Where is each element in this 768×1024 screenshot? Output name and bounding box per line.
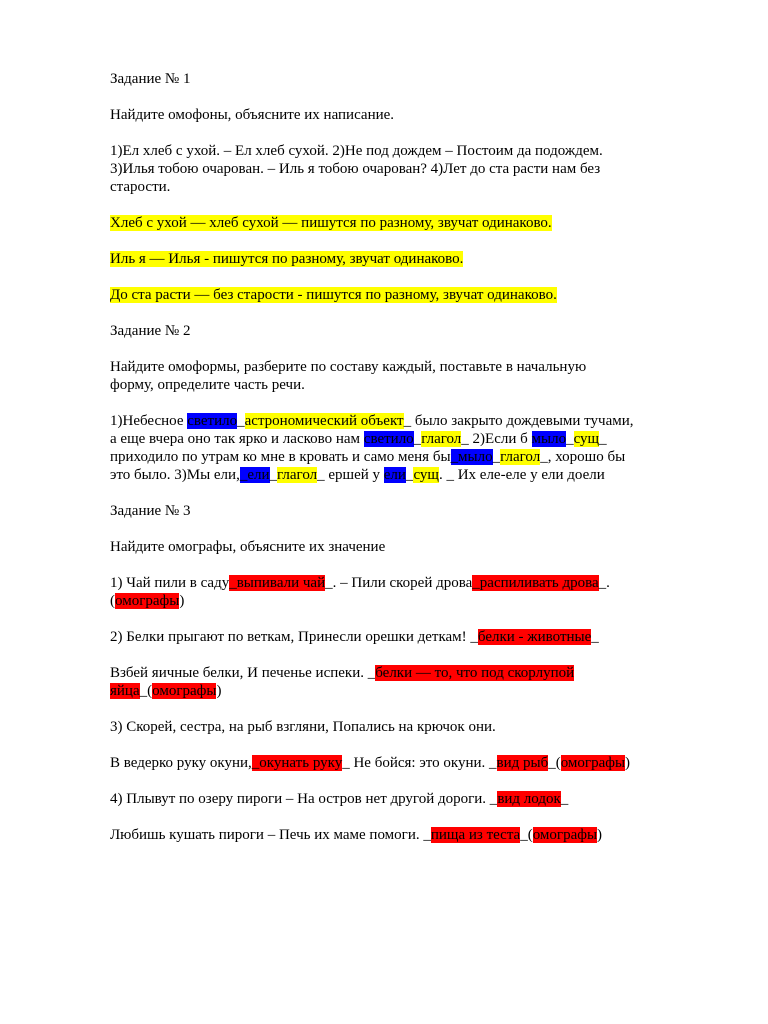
task2-title: Задание № 2 bbox=[110, 323, 191, 339]
task1-answer bbox=[110, 286, 710, 304]
text-run: _ bbox=[566, 431, 574, 447]
task3-item bbox=[110, 664, 710, 700]
highlight-red: омографы bbox=[532, 827, 598, 843]
highlight-yellow: сущ bbox=[573, 431, 600, 447]
highlight-red: омографы bbox=[152, 683, 217, 699]
text-run: _( bbox=[139, 683, 153, 699]
text-run: 4) Плывут по озеру пироги – На остров нет другой дороги. _ bbox=[110, 791, 498, 807]
text-run: это было. 3)Мы ели, bbox=[110, 467, 240, 483]
document-body bbox=[110, 70, 710, 862]
text-run: _ bbox=[269, 467, 277, 483]
task1-answer bbox=[110, 250, 710, 268]
task2-text bbox=[110, 412, 710, 484]
text-run: _( bbox=[520, 827, 533, 843]
highlight-red: пища из теста bbox=[430, 827, 521, 843]
highlight-red: белки - животные bbox=[477, 629, 592, 645]
text-run: _ ершей у bbox=[317, 467, 384, 483]
text-run: _ было закрыто дождевыми тучами, bbox=[403, 413, 634, 429]
task2-prompt-line: форму, определите часть речи. bbox=[110, 377, 305, 393]
highlight-red: _окунать руку bbox=[251, 755, 343, 771]
task1-sentence-line: старости. bbox=[110, 179, 171, 195]
task3-item bbox=[110, 628, 710, 646]
text-run: Взбей яичные белки, И печенье испеки. _ bbox=[110, 665, 376, 681]
text-run: приходило по утрам ко мне в кровать и само меня бы bbox=[110, 449, 451, 465]
highlight-yellow: глагол bbox=[277, 467, 318, 483]
highlight-red: белки — то, что под скорлупой bbox=[375, 665, 575, 681]
highlight-yellow: До ста расти — без старости - пишутся по разному, звучат одинаково. bbox=[110, 287, 557, 303]
task1-prompt: Найдите омофоны, объясните их написание. bbox=[110, 107, 395, 123]
task1-sentence-line: 3)Илья тобою очарован. – Иль я тобою очарован? 4)Лет до ста расти нам без bbox=[110, 161, 601, 177]
highlight-yellow: Хлеб с ухой — хлеб сухой — пишутся по разному, звучат одинаково. bbox=[110, 215, 552, 231]
task1-answer bbox=[110, 214, 710, 232]
task3-prompt: Найдите омографы, объясните их значение bbox=[110, 539, 386, 555]
highlight-red: вид лодок bbox=[497, 791, 561, 807]
text-run: _ bbox=[599, 431, 607, 447]
highlight-red: омографы bbox=[560, 755, 626, 771]
task3-title: Задание № 3 bbox=[110, 503, 191, 519]
text-run: _. bbox=[598, 575, 610, 591]
task2-prompt bbox=[110, 358, 710, 394]
text-run: ) bbox=[625, 755, 631, 771]
text-run: _ 2)Если б bbox=[461, 431, 532, 447]
highlight-blue: _ели bbox=[239, 467, 270, 483]
highlight-blue: ели bbox=[383, 467, 406, 483]
task1-sentences bbox=[110, 142, 710, 196]
highlight-yellow: глагол bbox=[500, 449, 541, 465]
highlight-yellow: астрономический объект bbox=[244, 413, 404, 429]
text-run: _ bbox=[492, 449, 501, 465]
task3-item bbox=[110, 790, 710, 808]
text-run: _ Не бойся: это окуни. _ bbox=[342, 755, 497, 771]
task2-prompt-line: Найдите омоформы, разберите по составу каждый, поставьте в начальную bbox=[110, 359, 587, 375]
highlight-red: яйца bbox=[110, 683, 140, 699]
highlight-red: омографы bbox=[115, 593, 180, 609]
text-run: ) bbox=[597, 827, 603, 843]
highlight-blue: мыло bbox=[531, 431, 567, 447]
highlight-blue: светило bbox=[187, 413, 238, 429]
text-run: _ bbox=[405, 467, 414, 483]
task3-item: 3) Скорей, сестра, на рыб взгляни, Попались на крючок они. bbox=[110, 719, 496, 735]
text-run: В ведерко руку окуни, bbox=[110, 755, 252, 771]
text-run: _ bbox=[237, 413, 245, 429]
highlight-blue: _мыло bbox=[450, 449, 493, 465]
highlight-yellow: Иль я — Илья - пишутся по разному, звучат одинаково. bbox=[110, 251, 464, 267]
task3-item bbox=[110, 754, 710, 772]
text-run: _, хорошо бы bbox=[540, 449, 626, 465]
task3-item bbox=[110, 574, 710, 610]
text-run: 2) Белки прыгают по веткам, Принесли орешки деткам! _ bbox=[110, 629, 478, 645]
task1-title: Задание № 1 bbox=[110, 71, 191, 87]
text-run: Любишь кушать пироги – Печь их маме помоги. _ bbox=[110, 827, 431, 843]
highlight-yellow: глагол bbox=[421, 431, 462, 447]
text-run: . _ Их еле-еле у ели доели bbox=[438, 467, 605, 483]
task1-sentence-line: 1)Ел хлеб с ухой. – Ел хлеб сухой. 2)Не под дождем – Постоим да подождем. bbox=[110, 143, 603, 159]
highlight-red: вид рыб bbox=[496, 755, 549, 771]
text-run: _. – Пили скорей дрова bbox=[325, 575, 473, 591]
text-run: _ bbox=[591, 629, 599, 645]
text-run: ( bbox=[110, 593, 115, 609]
text-run: а еще вчера оно так ярко и ласково нам bbox=[110, 431, 364, 447]
text-run: _ bbox=[560, 791, 569, 807]
text-run: _ bbox=[413, 431, 422, 447]
text-run: 1)Небесное bbox=[110, 413, 188, 429]
highlight-blue: светило bbox=[363, 431, 414, 447]
highlight-red: _выпивали чай bbox=[229, 575, 326, 591]
text-run: 1) Чай пили в саду bbox=[110, 575, 230, 591]
text-run: ) bbox=[179, 593, 185, 609]
task3-item bbox=[110, 826, 710, 844]
text-run: ) bbox=[216, 683, 222, 699]
text-run: _( bbox=[548, 755, 561, 771]
highlight-yellow: сущ bbox=[413, 467, 439, 483]
highlight-red: _распиливать дрова bbox=[472, 575, 599, 591]
